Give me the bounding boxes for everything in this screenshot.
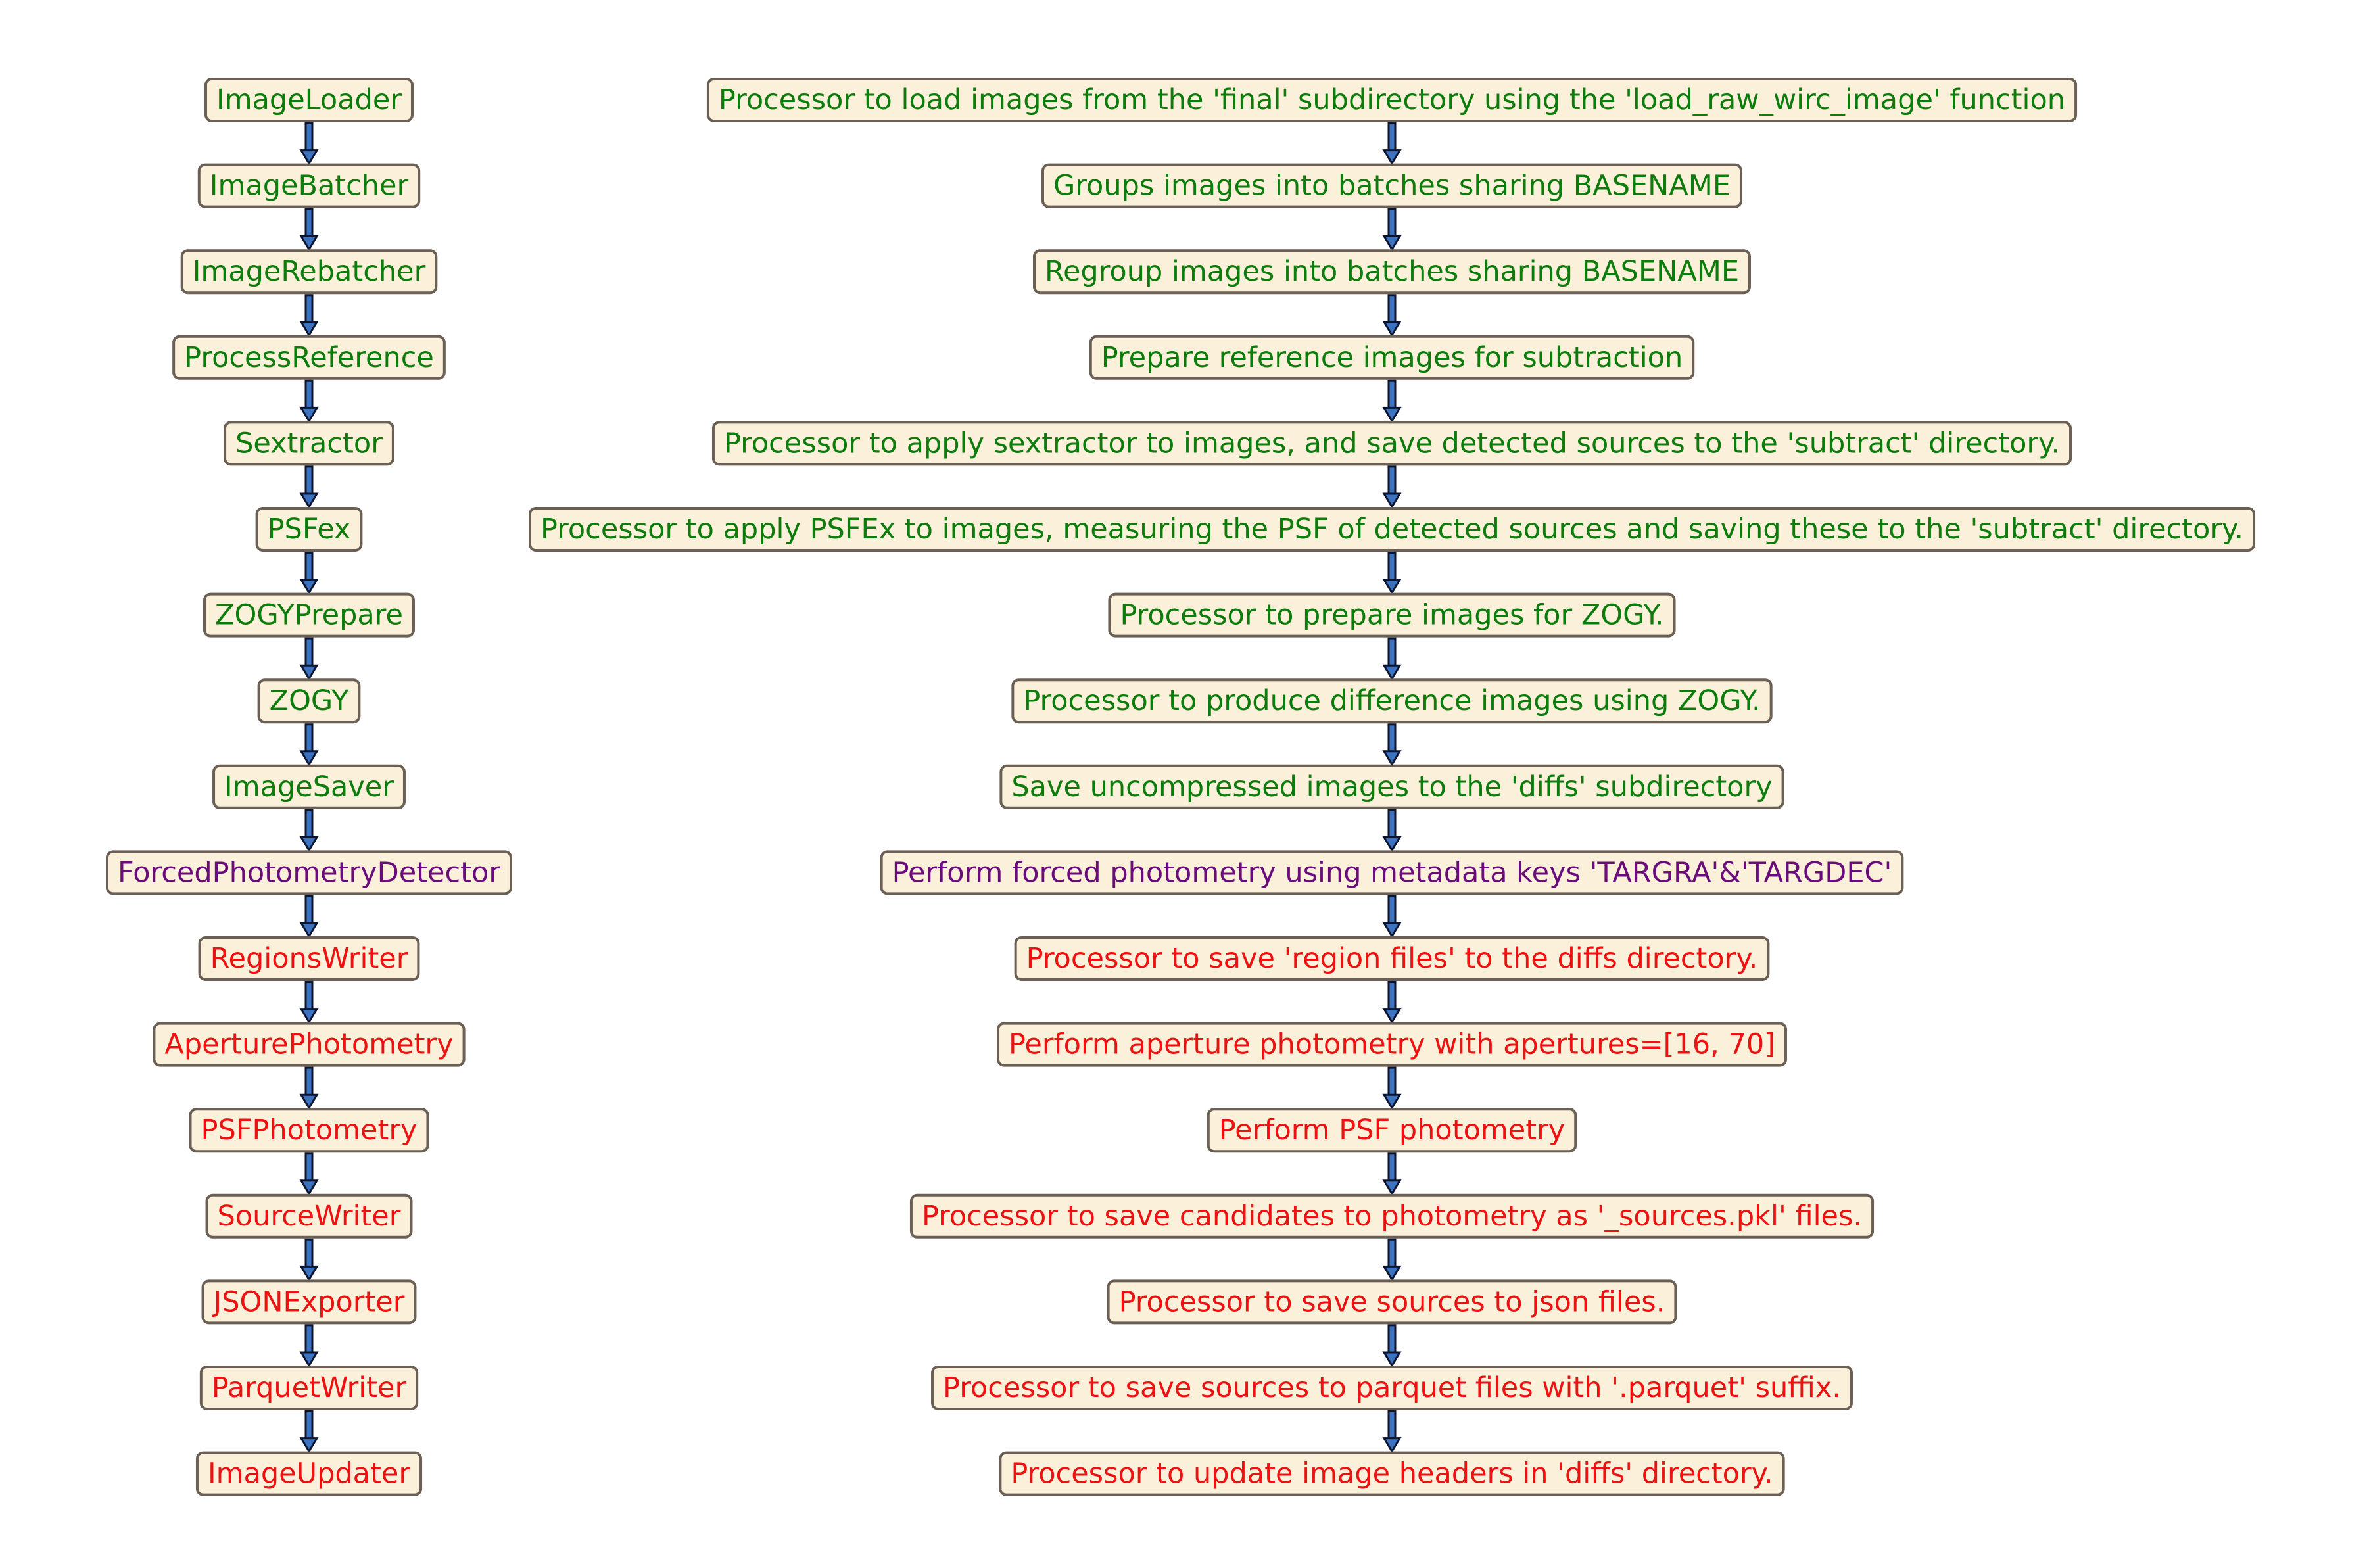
flow-arrow — [1384, 1324, 1400, 1366]
flow-arrow — [301, 294, 317, 335]
processor-name-box-label: Sextractor — [235, 427, 383, 460]
flow-arrow — [1384, 294, 1400, 335]
flow-arrow — [1384, 1410, 1400, 1452]
processor-description-box-label: Perform aperture photometry with apertures=[16, 70] — [1009, 1028, 1775, 1061]
flow-arrow — [1384, 552, 1400, 593]
processor-name-box — [199, 165, 419, 207]
flow-arrow — [301, 1152, 317, 1194]
processor-description-box-label: Processor to apply sextractor to images, and save detected sources to the 'subtract' directory. — [723, 427, 2061, 460]
processor-name-box — [201, 1367, 417, 1409]
processor-description-box — [882, 851, 1903, 893]
processor-name-box — [225, 422, 393, 464]
flow-arrow — [301, 1239, 317, 1280]
processor-name-box-label: RegionsWriter — [210, 942, 408, 975]
processor-name-box — [257, 508, 362, 550]
processor-name-box — [200, 938, 419, 980]
processor-description-box — [1034, 250, 1750, 293]
processor-description-box — [932, 1367, 1852, 1409]
processor-name-box-label: AperturePhotometry — [164, 1028, 454, 1061]
flow-arrow — [301, 809, 317, 851]
processor-name-box — [203, 1281, 416, 1323]
processor-description-box — [1091, 337, 1694, 379]
flow-arrow — [1384, 809, 1400, 851]
flow-arrow — [1384, 122, 1400, 164]
processor-name-box — [182, 250, 437, 293]
processor-description-box-label: Groups images into batches sharing BASENAME — [1053, 169, 1731, 202]
processor-name-box-label: ZOGY — [269, 684, 349, 718]
flow-arrow — [301, 552, 317, 593]
processor-description-box — [530, 508, 2254, 550]
processor-name-box-label: ImageUpdater — [207, 1457, 411, 1490]
processor-description-box-label: Perform PSF photometry — [1218, 1114, 1566, 1147]
processor-description-box-label: Processor to apply PSFEx to images, measuring the PSF of detected sources and saving these to the 'subtract' directory. — [540, 513, 2244, 546]
processor-name-box — [207, 1195, 412, 1237]
processor-description-box-label: Processor to load images from the 'final' subdirectory using the 'load_raw_wirc_image' function — [718, 83, 2066, 116]
processor-name-box-label: SourceWriter — [217, 1199, 401, 1233]
processor-description-box — [998, 1024, 1786, 1066]
processor-description-box-label: Prepare reference images for subtraction — [1101, 341, 1683, 374]
processor-name-box — [197, 1453, 421, 1495]
flow-arrow — [301, 981, 317, 1022]
processor-description-box-label: Regroup images into batches sharing BASENAME — [1045, 255, 1739, 289]
processor-description-box — [1109, 1281, 1676, 1323]
flow-arrow — [1384, 380, 1400, 421]
processor-name-box — [204, 594, 414, 636]
processor-description-box — [708, 79, 2076, 121]
flow-arrow — [301, 1410, 317, 1452]
processor-description-box — [1043, 165, 1741, 207]
processor-name-box-label: ZOGYPrepare — [215, 598, 403, 632]
processor-name-box-label: ImageBatcher — [209, 169, 409, 202]
processor-description-box-label: Processor to save candidates to photometry as '_sources.pkl' files. — [921, 1199, 1863, 1233]
flow-arrow — [301, 465, 317, 507]
processor-name-box-label: PSFex — [267, 513, 351, 546]
processor-description-column — [530, 79, 2254, 1495]
processor-name-box — [214, 766, 404, 808]
processor-description-box-label: Save uncompressed images to the 'diffs' subdirectory — [1011, 770, 1773, 803]
flow-arrow — [1384, 208, 1400, 250]
flow-arrow — [301, 122, 317, 164]
flow-arrow — [1384, 981, 1400, 1022]
flow-arrow — [301, 723, 317, 765]
processor-description-box — [1013, 680, 1771, 722]
processor-name-box — [191, 1109, 428, 1151]
processor-name-box — [154, 1024, 464, 1066]
processor-description-box-label: Processor to save sources to json files. — [1118, 1285, 1665, 1319]
processor-name-box-label: ImageSaver — [224, 770, 394, 803]
processor-description-box-label: Processor to save sources to parquet files with '.parquet' suffix. — [943, 1371, 1841, 1404]
processor-description-box — [911, 1195, 1873, 1237]
flow-arrow — [1384, 723, 1400, 765]
processor-name-box-label: ImageRebatcher — [192, 255, 426, 289]
flow-arrow — [301, 895, 317, 936]
processor-name-box-label: ProcessReference — [184, 341, 434, 374]
processor-description-box-label: Processor to update image headers in 'diffs' directory. — [1011, 1457, 1773, 1490]
processor-description-box-label: Processor to prepare images for ZOGY. — [1120, 598, 1664, 632]
flow-arrow — [1384, 465, 1400, 507]
processor-name-column — [107, 79, 511, 1495]
flow-arrow — [301, 380, 317, 421]
flow-arrow — [1384, 1239, 1400, 1280]
flow-arrow — [301, 638, 317, 679]
processor-name-box — [107, 851, 511, 893]
flow-arrow — [1384, 638, 1400, 679]
processor-description-box — [713, 422, 2070, 464]
processor-name-box — [259, 680, 360, 722]
processor-name-box-label: ImageLoader — [216, 83, 402, 116]
processor-name-box-label: ParquetWriter — [211, 1371, 407, 1404]
flow-arrow — [301, 208, 317, 250]
processor-description-box — [1208, 1109, 1575, 1151]
flow-arrow — [301, 1067, 317, 1108]
processor-name-box-label: JSONExporter — [213, 1285, 405, 1319]
processor-description-box — [1016, 938, 1769, 980]
processor-description-box — [1000, 1453, 1783, 1495]
processor-name-box — [174, 337, 444, 379]
flow-arrow — [301, 1324, 317, 1366]
processor-description-box — [1001, 766, 1782, 808]
processor-description-box-label: Processor to produce difference images using ZOGY. — [1023, 684, 1761, 718]
flow-arrow — [1384, 1067, 1400, 1108]
flow-arrow — [1384, 895, 1400, 936]
processor-description-box-label: Perform forced photometry using metadata keys 'TARGRA'&'TARGDEC' — [892, 856, 1892, 890]
processor-description-box-label: Processor to save 'region files' to the diffs directory. — [1026, 942, 1758, 975]
processor-name-box-label: PSFPhotometry — [201, 1114, 418, 1147]
flow-arrow — [1384, 1152, 1400, 1194]
processor-description-box — [1109, 594, 1674, 636]
processor-name-box — [206, 79, 412, 121]
processor-name-box-label: ForcedPhotometryDetector — [118, 856, 500, 890]
